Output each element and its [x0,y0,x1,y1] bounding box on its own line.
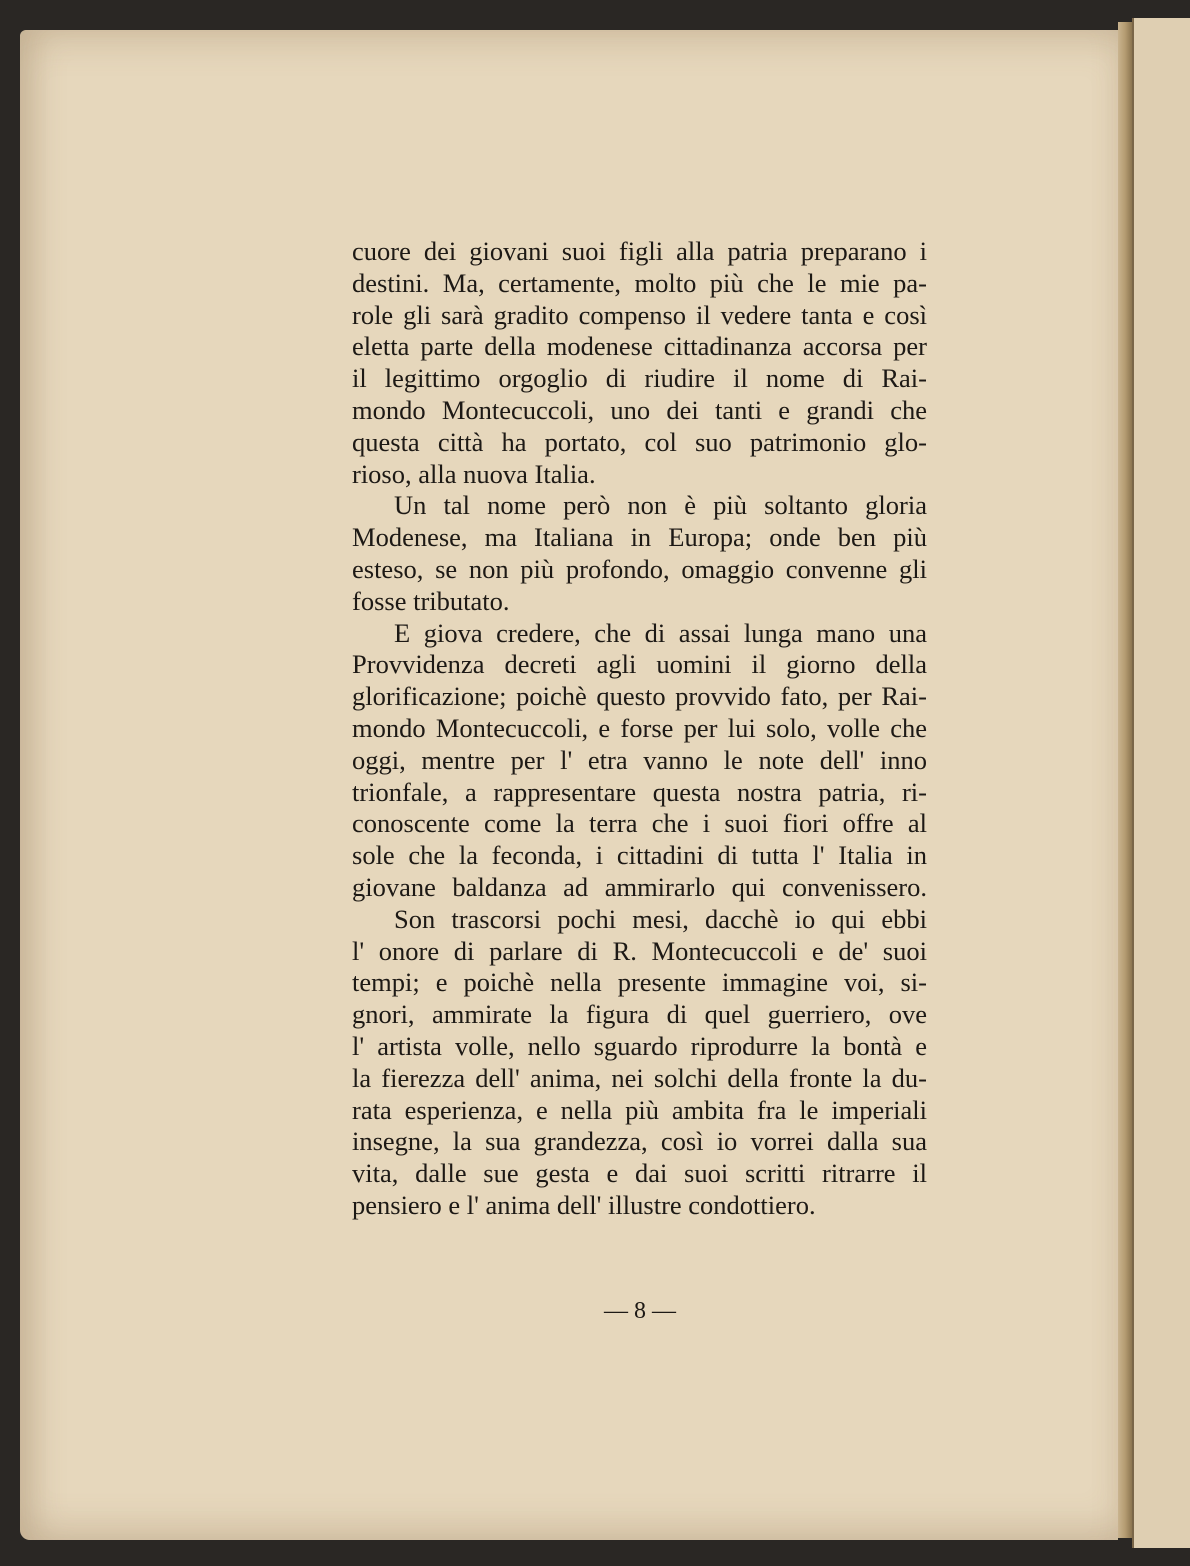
page-fore-edge [1118,22,1132,1538]
text-line: il legittimo orgoglio di riudire il nome di Rai- [352,363,927,394]
text-line: l' artista volle, nello sguardo riprodurre la bontà e [352,1030,927,1061]
text-line: mondo Montecuccoli, uno dei tanti e grandi che [352,394,927,425]
text-line: E giova credere, che di assai lunga mano una [394,617,927,648]
text-line: Un tal nome però non è più soltanto gloria [394,490,927,521]
text-line: giovane baldanza ad ammirarlo qui convenissero. [352,871,927,902]
text-line: cuore dei giovani suoi figli alla patria preparano i [352,236,927,266]
text-line: mondo Montecuccoli, e forse per lui solo, volle che [352,712,927,743]
text-line: la fierezza dell' anima, nei solchi della fronte la du- [352,1062,927,1093]
text-line: l' onore di parlare di R. Montecuccoli e de' suoi [352,935,927,966]
text-line: questa città ha portato, col suo patrimonio glo- [352,426,927,457]
text-line: oggi, mentre per l' etra vanno le note dell' inno [352,744,927,775]
text-line: role gli sarà gradito compenso il vedere tanta e così [352,299,927,330]
text-line: vita, dalle sue gesta e dai suoi scritti ritrarre il [352,1158,927,1189]
text-line: Modenese, ma Italiana in Europa; onde ben più [352,522,927,553]
text-line: gnori, ammirate la figura di quel guerriero, ove [352,999,927,1030]
text-line: esteso, se non più profondo, omaggio convenne gli [352,553,927,584]
text-line: pensiero e l' anima dell' illustre condottiero. [352,1189,816,1220]
text-line: glorificazione; poichè questo provvido fato, per Rai- [352,681,927,712]
text-line: sole che la feconda, i cittadini di tutta l' Italia in [352,840,927,871]
text-line: destini. Ma, certamente, molto più che le mie pa- [352,267,927,298]
text-line: rata esperienza, e nella più ambita fra le imperiali [352,1094,927,1125]
page-number: — 8 — [604,1298,676,1324]
adjacent-page-edge [1132,18,1190,1548]
text-line: Son trascorsi pochi mesi, dacchè io qui ebbi [394,903,927,934]
text-line: insegne, la sua grandezza, così io vorrei dalla sua [352,1126,927,1157]
body-text [352,236,927,1222]
text-line: eletta parte della modenese cittadinanza accorsa per [352,331,927,362]
text-line: conoscente come la terra che i suoi fiori offre al [352,808,927,839]
text-line: tempi; e poichè nella presente immagine voi, si- [352,967,927,998]
text-line: Provvidenza decreti agli uomini il giorno della [352,649,927,680]
text-line: fosse tributato. [352,585,510,616]
text-line: rioso, alla nuova Italia. [352,458,596,489]
text-line: trionfale, a rappresentare questa nostra patria, ri- [352,776,927,807]
